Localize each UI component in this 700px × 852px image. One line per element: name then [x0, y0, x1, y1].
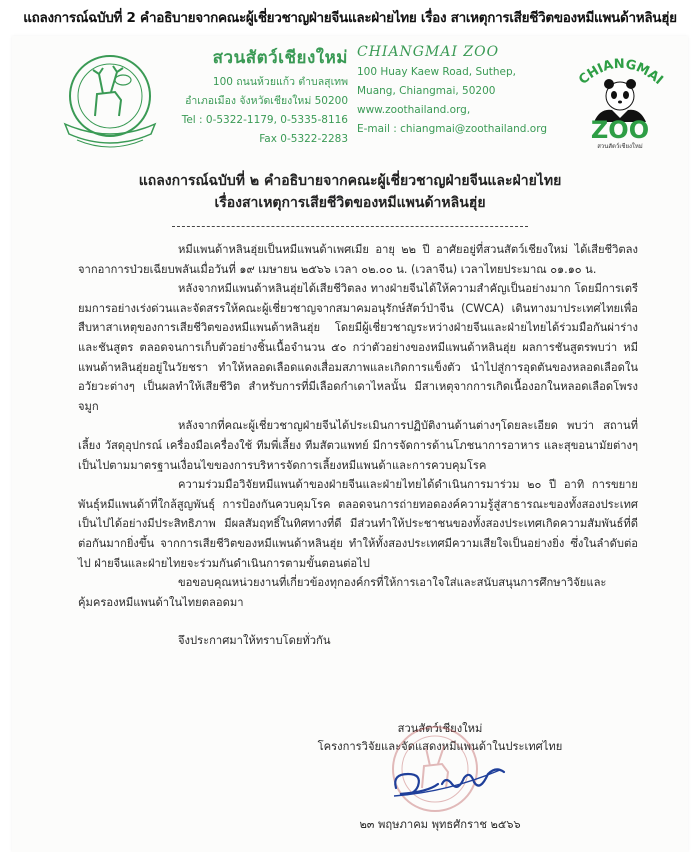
title-line-1: แถลงการณ์ฉบับที่ ๒ คำอธิบายจากคณะผู้เชี่ยวชาญฝ่ายจีนและฝ่ายไทย	[138, 173, 562, 189]
dashed-divider	[172, 226, 528, 227]
signature-block	[290, 720, 590, 834]
headline: แถลงการณ์ฉบับที่ 2 คำอธิบายจากคณะผู้เชี่ยวชาญฝ่ายจีนและฝ่ายไทย เรื่อง สาเหตุการเสียชีวิตของหมีแพนด้าหลินฮุ่ย	[23, 10, 677, 26]
email-link[interactable]: E-mail : chiangmai@zoothailand.org	[357, 123, 548, 135]
sign-date: ๒๓ พฤษภาคม พุทธศักราช ๒๕๖๖	[359, 818, 521, 831]
phone-line: Tel : 0-5322-1179, 0-5335-8116	[181, 114, 348, 126]
document-body	[78, 240, 638, 651]
fax-line: Fax 0-5322-2283	[259, 133, 348, 145]
logo-zoo-text: ZOO	[590, 116, 650, 144]
address-line: 100 ถนนห้วยแก้ว ตำบลสุเทพ	[212, 76, 348, 88]
paragraph: หลังจากหมีแพนด้าหลินฮุ่ยได้เสียชีวิตลง ทางฝ่ายจีนได้ให้ความสำคัญเป็นอย่างมาก โดยมีการเตรียมการอย่างเร่งด่วนและจัดสรรให้คณะผู้เชี่ยวชาญจากสมาคมอนุรักษ์สัตว์ป่าจีน (CWCA) เดินทางมาประเทศไทยเพื่อสืบหาสาเหตุของการเสียชีวิตของหมีแพนด้าหลินฮุ่ย โดยมีผู้เชี่ยวชาญระหว่างฝ่ายจีนและฝ่ายไทยได้ร่วมมือกันผ่าร่างและชันสูตร ตลอดจนการเก็บตัวอย่างชิ้นเนื้อจำนวน ๕๐ กว่าตัวอย่างของหมีแพนด้าหลินฮุ่ย ผลการชันสูตรพบว่า หมีแพนด้าหลินฮุ่ยอยู่ในวัยชรา ทำให้หลอดเลือดแดงเสื่อมสภาพและเกิดการแข็งตัว นำไปสู่การอุดตันของหลอดเลือดในอวัยวะต่างๆ เป็นผลทำให้เสียชีวิต สำหรับการที่มีเลือดกำเดาไหลนั้น มีสาเหตุจากการเกิดเนื้องอกในหลอดเลือดโพรงจมูก	[78, 282, 638, 413]
closing-line: จึงประกาศมาให้ทราบโดยทั่วกัน	[178, 634, 331, 648]
signatory-org-2: โครงการวิจัยและจัดแสดงหมีแพนด้าในประเทศไทย	[317, 740, 563, 753]
title-line-2: เรื่องสาเหตุการเสียชีวิตของหมีแพนด้าหลินฮุ่ย	[214, 195, 486, 211]
paragraph: ขอขอบคุณหน่วยงานที่เกี่ยวข้องทุกองค์กรที่ให้การเอาใจใส่และสนับสนุนการศึกษาวิจัยและคุ้มครองหมีแพนด้าในไทยตลอดมา	[78, 576, 607, 609]
handwritten-signature	[388, 762, 508, 802]
logo-caption: สวนสัตว์เชียงใหม่	[597, 143, 643, 150]
signatory-org-1: สวนสัตว์เชียงใหม่	[397, 722, 483, 735]
paragraph: หมีแพนด้าหลินฮุ่ยเป็นหมีแพนด้าเพศเมีย อายุ ๒๒ ปี อาศัยอยู่ที่สวนสัตว์เชียงใหม่ ได้เสียชีวิตลงจากอาการป่วยเฉียบพลันเมื่อวันที่ ๑๙ เมษายน ๒๕๖๖ เวลา ๐๒.๐๐ น. (เวลาจีน) เวลาไทยประมาณ ๐๑.๑๐ น.	[78, 243, 638, 276]
zoo-seal-logo	[55, 44, 165, 154]
letterhead-english	[357, 44, 577, 139]
signature-area	[290, 756, 590, 808]
address-line: อำเภอเมือง จังหวัดเชียงใหม่ 50200	[185, 95, 348, 107]
logo-arc-text: CHIANGMAI	[576, 56, 666, 88]
document-title	[60, 170, 640, 214]
address-line: 100 Huay Kaew Road, Suthep,	[357, 66, 517, 78]
paragraph: หลังจากที่คณะผู้เชี่ยวชาญฝ่ายจีนได้ประเมินการปฏิบัติงานด้านต่างๆโดยละเอียด พบว่า สถานที่เลี้ยง วัสดุอุปกรณ์ เครื่องมือเครื่องใช้ ทีมพี่เลี้ยง ทีมสัตวแพทย์ มีการจัดการด้านโภชนาการอาหาร และสุขอนามัยต่างๆเป็นไปตามมาตรฐานเงื่อนไขของการบริหารจัดการเลี้ยงหมีแพนด้าและการควบคุมโรค	[78, 419, 638, 472]
letterhead-thai	[160, 44, 348, 149]
address-line: Muang, Chiangmai, 50200	[357, 85, 496, 97]
org-name-english: CHIANGMAI ZOO	[357, 44, 500, 60]
chiangmai-zoo-panda-logo	[560, 50, 680, 150]
org-name-thai: สวนสัตว์เชียงใหม่	[212, 48, 348, 68]
website-link[interactable]: www.zoothailand.org,	[357, 104, 471, 116]
paragraph: ความร่วมมือวิจัยหมีแพนด้าของฝ่ายจีนและฝ่ายไทยได้ดำเนินการมาร่วม ๒๐ ปี อาทิ การขยายพันธุ์หมีแพนด้าที่ใกล้สูญพันธุ์ การป้องกันควบคุมโรค ตลอดจนการถ่ายทอดองค์ความรู้สู่สาธารณะของทั้งสองประเทศเป็นไปได้อย่างมีประสิทธิภาพ มีผลสัมฤทธิ์ในทิศทางที่ดี มีส่วนทำให้ประชาชนของทั้งสองประเทศเกิดความสัมพันธ์ที่ดีต่อกันมากยิ่งขึ้น จากการเสียชีวิตของหมีแพนด้าหลินฮุ่ย ทำให้ทั้งสองประเทศมีความเสียใจเป็นอย่างยิ่ง ซึ่งในลำดับต่อไป ฝ่ายจีนและฝ่ายไทยจะร่วมกันดำเนินการตามขั้นตอนต่อไป	[78, 478, 638, 570]
